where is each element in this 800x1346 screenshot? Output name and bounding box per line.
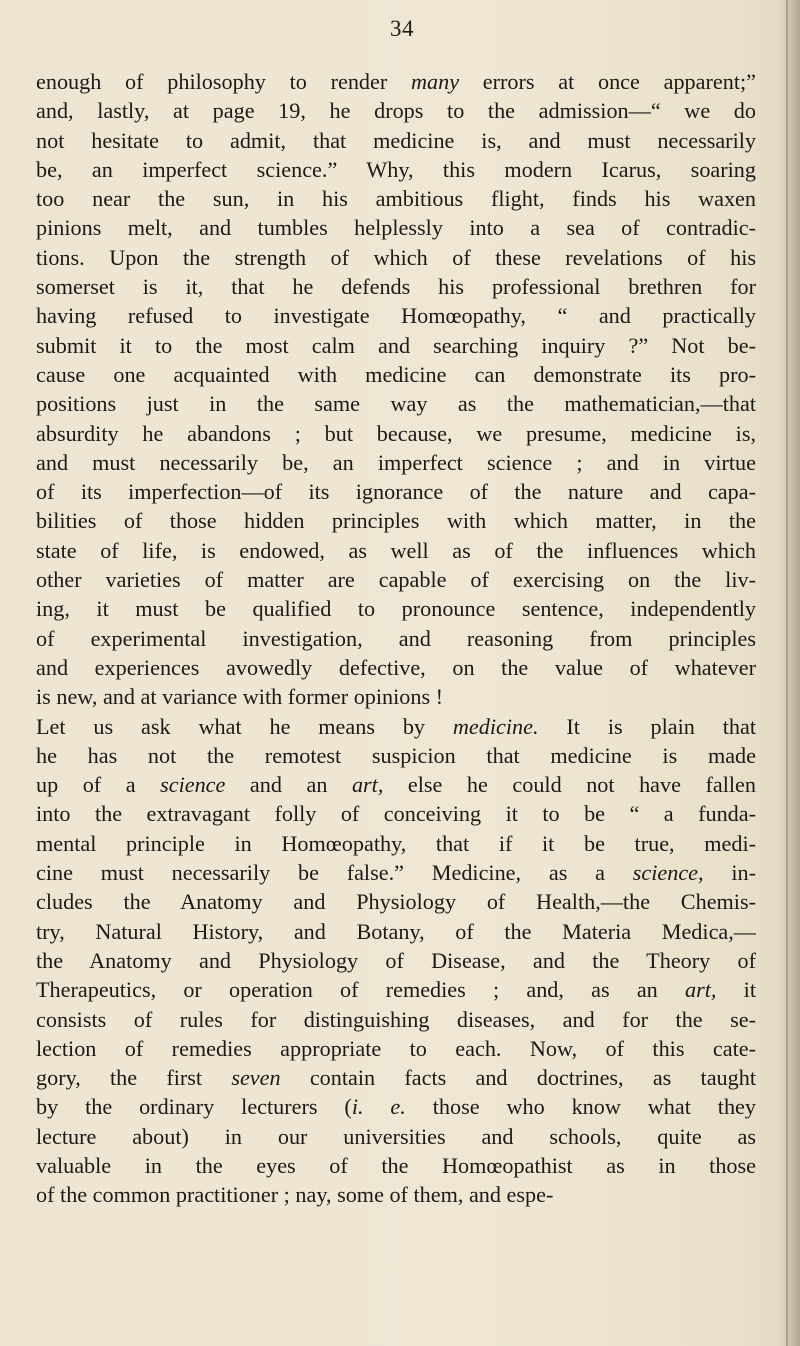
text-run: by the ordinary lecturers ( [36,1094,352,1120]
body-text [36,67,756,1210]
text-line [36,536,756,565]
text-run: cause one acquainted with medicine can demonstrate its pro- [36,361,756,387]
text-run: bilities of those hidden principles with which matter, in the [36,508,756,534]
text-line [36,594,756,623]
text-run: and experiences avowedly defective, on the value of whatever [36,654,756,680]
text-line [36,389,756,418]
text-line [36,243,756,272]
text-run: cine must necessarily be false.” Medicine, as a [36,860,633,886]
text-line [36,1005,756,1034]
text-run: of experimental investigation, and reasoning from principles [36,625,756,651]
text-line [36,799,756,828]
text-line [36,946,756,975]
text-run: of its imperfection—of its ignorance of the nature and capa- [36,479,756,505]
text-run: up of a [36,772,161,798]
text-line [36,1180,756,1209]
text-run: valuable in the eyes of the Homœopathist as in those [36,1152,756,1178]
text-line [36,331,756,360]
text-run: Let us ask what he means by [36,713,453,739]
text-run: having refused to investigate Homœopathy, “ and practically [36,303,756,329]
text-line [36,213,756,242]
page-edge-line [786,0,788,1346]
text-line [36,1151,756,1180]
italic-text: science [160,772,226,798]
text-line [36,506,756,535]
text-run: tions. Upon the strength of which of these revelations of his [36,244,756,270]
text-run: positions just in the same way as the mathematician,—that [36,391,756,417]
text-run: in- [703,860,756,886]
text-run: It is plain that [538,713,756,739]
text-line [36,1034,756,1063]
text-run: too near the sun, in his ambitious flight, finds his waxen [36,186,756,212]
text-line [36,1092,756,1121]
page-number: 34 [390,16,414,41]
text-run: submit it to the most calm and searching inquiry ?” Not be- [36,332,756,358]
text-line [36,712,756,741]
text-run: of the common practitioner ; nay, some of them, and espe- [36,1182,554,1208]
text-run: consists of rules for distinguishing diseases, and for the se- [36,1006,756,1032]
text-run: is new, and at variance with former opinions ! [36,684,444,710]
text-line [36,184,756,213]
text-line [36,653,756,682]
text-line [36,1063,756,1092]
text-run: lection of remedies appropriate to each. Now, of this cate- [36,1035,756,1061]
italic-text: seven [231,1065,281,1091]
italic-text: many [410,69,460,94]
text-line [36,624,756,653]
text-line [36,887,756,916]
text-line [36,975,756,1004]
italic-text: art, [685,977,717,1003]
text-run: gory, the first [36,1065,232,1091]
text-run: mental principle in Homœopathy, that if it be true, medi- [36,830,756,856]
text-run: and must necessarily be, an imperfect science ; and in virtue [36,449,756,475]
text-run: the Anatomy and Physiology of Disease, and the Theory of [36,947,756,973]
text-run: Therapeutics, or operation of remedies ; and, as an [36,977,685,1003]
italic-text: medicine. [452,713,539,739]
text-line [36,272,756,301]
text-line [36,360,756,389]
italic-text: science, [632,860,704,886]
text-line [36,155,756,184]
text-line [36,419,756,448]
text-line [36,1122,756,1151]
text-run: and, lastly, at page 19, he drops to the admission—“ we do [36,98,756,124]
text-line [36,917,756,946]
text-run: it [716,977,756,1003]
text-line [36,770,756,799]
text-run: absurdity he abandons ; but because, we presume, medicine is, [36,420,756,446]
text-line [36,448,756,477]
text-line [36,67,756,96]
italic-text: art, [351,772,384,798]
text-run: be, an imperfect science.” Why, this modern Icarus, soaring [36,156,756,182]
text-run: pinions melt, and tumbles helplessly into a sea of contradic- [36,215,756,241]
text-run: lecture about) in our universities and schools, quite as [36,1123,756,1149]
text-line [36,829,756,858]
text-run: cludes the Anatomy and Physiology of Health,—the Chemis- [36,889,756,915]
italic-text: i. e. [351,1094,406,1120]
text-run: else he could not have fallen [383,772,756,798]
text-run: ing, it must be qualified to pronounce sentence, independently [36,596,756,622]
page-edge-shadow [778,0,800,1346]
text-line [36,301,756,330]
text-run: those who know what they [405,1094,756,1120]
text-line [36,682,756,711]
text-line [36,96,756,125]
text-run: contain facts and doctrines, as taught [280,1065,756,1091]
text-run: into the extravagant folly of conceiving it to be “ a funda- [36,801,756,827]
text-line [36,565,756,594]
text-line [36,858,756,887]
text-run: state of life, is endowed, as well as of the influences which [36,537,756,563]
text-line [36,741,756,770]
text-run: not hesitate to admit, that medicine is, and must necessarily [36,127,756,153]
text-line [36,126,756,155]
text-run: other varieties of matter are capable of exercising on the liv- [36,567,756,593]
text-run: he has not the remotest suspicion that medicine is made [36,742,756,768]
text-run: somerset is it, that he defends his professional brethren for [36,274,756,300]
text-run: and an [225,772,352,798]
text-run: try, Natural History, and Botany, of the Materia Medica,— [36,918,756,944]
text-run: errors at once apparent;” [459,69,756,94]
text-line [36,477,756,506]
text-run: enough of philosophy to render [36,69,411,94]
